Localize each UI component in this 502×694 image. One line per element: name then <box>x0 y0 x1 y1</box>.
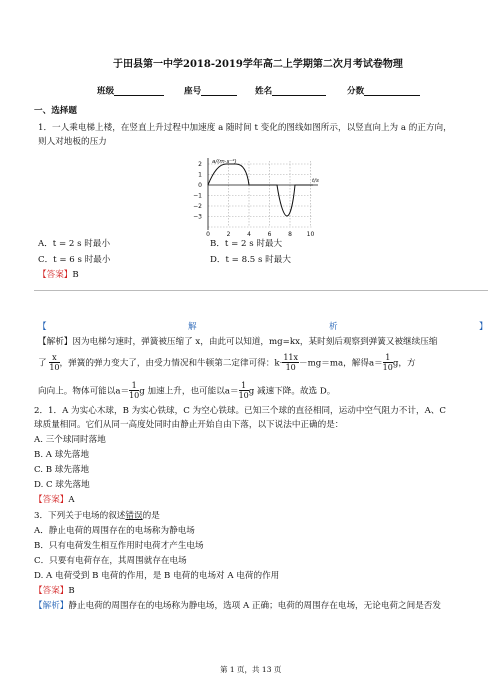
y-tick: 0 <box>198 182 202 189</box>
y-tick: 1 <box>198 171 202 179</box>
x-tick: 4 <box>247 231 251 238</box>
q1-answer <box>38 271 79 280</box>
doc-title: 于田县第一中学2018-2019学年高二上学期第二次月考试卷物理 <box>113 59 403 70</box>
y-tick: −2 <box>193 203 202 210</box>
q1-stem-line2: 则人对地板的压力 <box>38 137 107 147</box>
analysis-heading-1: 解 <box>188 322 197 332</box>
q1-analysis-line3: 向向上。物体可能以a＝ $\frac{1}{10}$ g 加速上升，也可能以a＝ $\frac{1}{10}$ g 减速下降。故选 D。 <box>38 381 336 400</box>
q1-stem-line1: 1．一人乘电梯上楼，在竖直上升过程中加速度 a 随时间 t 变化的图线如图所示，以竖直向上为 a 的正方向， <box>38 123 452 133</box>
name-field <box>255 86 326 96</box>
q3-option-c: C．只要有电荷存在，其周围就存在电场 <box>34 556 187 566</box>
analysis-heading-2: 析 <box>329 322 338 332</box>
y-axis-label: a/(m·s⁻²) <box>212 159 237 165</box>
x-axis-label: t/s <box>312 178 319 184</box>
page-footer: 第 1 页，共 13 页 <box>220 665 282 674</box>
q3-option-b: B．只有电荷发生相互作用时电荷才产生电场 <box>34 541 204 551</box>
q1-option-a: A．t = 2 s 时最小 <box>38 239 111 249</box>
q3-analysis: 【解析】静止电荷的周围存在的电场称为静电场，选项 A 正确；电荷的周围存在电场，无论电荷之间是否发 <box>34 601 441 611</box>
y-tick: −3 <box>193 213 202 221</box>
analysis-bracket-right: 】 <box>479 322 488 332</box>
q1-option-b: B．t = 2 s 时最大 <box>210 239 283 249</box>
section-heading: 一、选择题 <box>34 106 77 116</box>
q1-analysis-line2: 了 $\frac{x}{10}$ ，弹簧的弹力变大了，由受力情况和牛顿第二定律可得：k· $\frac{11x}{10}$ －mg＝ma，解得a＝ $\frac{1}{10}$ g，方 <box>38 353 416 372</box>
name-label: 姓名 <box>255 86 273 97</box>
q1-accel-graph <box>186 158 332 238</box>
x-tick: 0 <box>206 231 210 238</box>
x-tick: 2 <box>226 231 231 238</box>
q3-option-d: D. A 电荷受到 B 电荷的作用，是 B 电荷的电场对 A 电荷的作用 <box>34 571 280 581</box>
class-field <box>97 86 164 96</box>
x-tick: 8 <box>288 231 292 238</box>
y-tick: 2 <box>198 161 202 168</box>
class-blank[interactable] <box>114 86 164 96</box>
seat-field <box>184 86 237 96</box>
q3-stem: 3．下列关于电场的叙述错误的是 <box>34 511 160 521</box>
score-blank[interactable] <box>364 86 420 96</box>
q3-answer: 【答案】B <box>34 586 75 596</box>
x-tick: 6 <box>267 231 272 238</box>
q1-option-d: D．t = 8.5 s 时最大 <box>210 255 291 265</box>
y-tick: −1 <box>193 192 202 200</box>
q2-option-c: C. B 球先落地 <box>34 465 90 475</box>
score-field <box>347 86 420 96</box>
q2-option-d: D. C 球先落地 <box>34 480 90 490</box>
q3-option-a: A．静止电荷的周围存在的电场称为静电场 <box>34 526 195 536</box>
q2-option-b: B. A 球先落地 <box>34 450 90 460</box>
q1-option-c: C．t = 6 s 时最小 <box>38 255 111 265</box>
q2-stem-line2: 球质量相同。它们从同一高度处同时由静止开始自由下落，以下说法中正确的是： <box>34 420 344 430</box>
q2-stem-line1: 2．1．A 为实心木球，B 为实心铁球，C 为空心铁球。已知三个球的直径相同，运动中空气阻力不计，A、C <box>34 406 446 416</box>
analysis-bracket-left: 【 <box>38 322 47 332</box>
name-blank[interactable] <box>272 86 326 96</box>
q2-answer: 【答案】A <box>34 495 75 505</box>
seat-label: 座号 <box>184 86 202 97</box>
divider <box>34 290 488 291</box>
answer-tag: 【答案】 <box>38 270 73 280</box>
q2-option-a: A. 三个球同时落地 <box>34 435 106 445</box>
x-tick: 10 <box>306 231 315 238</box>
seat-blank[interactable] <box>201 86 237 96</box>
score-label: 分数 <box>347 86 365 97</box>
class-label: 班级 <box>97 86 115 97</box>
q1-analysis-line1: 【解析】因为电梯匀速时，弹簧被压缩了 x，由此可以知道，mg=kx，某时刻后观察到弹簧又被继续压缩 <box>38 337 438 347</box>
answer-value: B <box>72 270 79 280</box>
